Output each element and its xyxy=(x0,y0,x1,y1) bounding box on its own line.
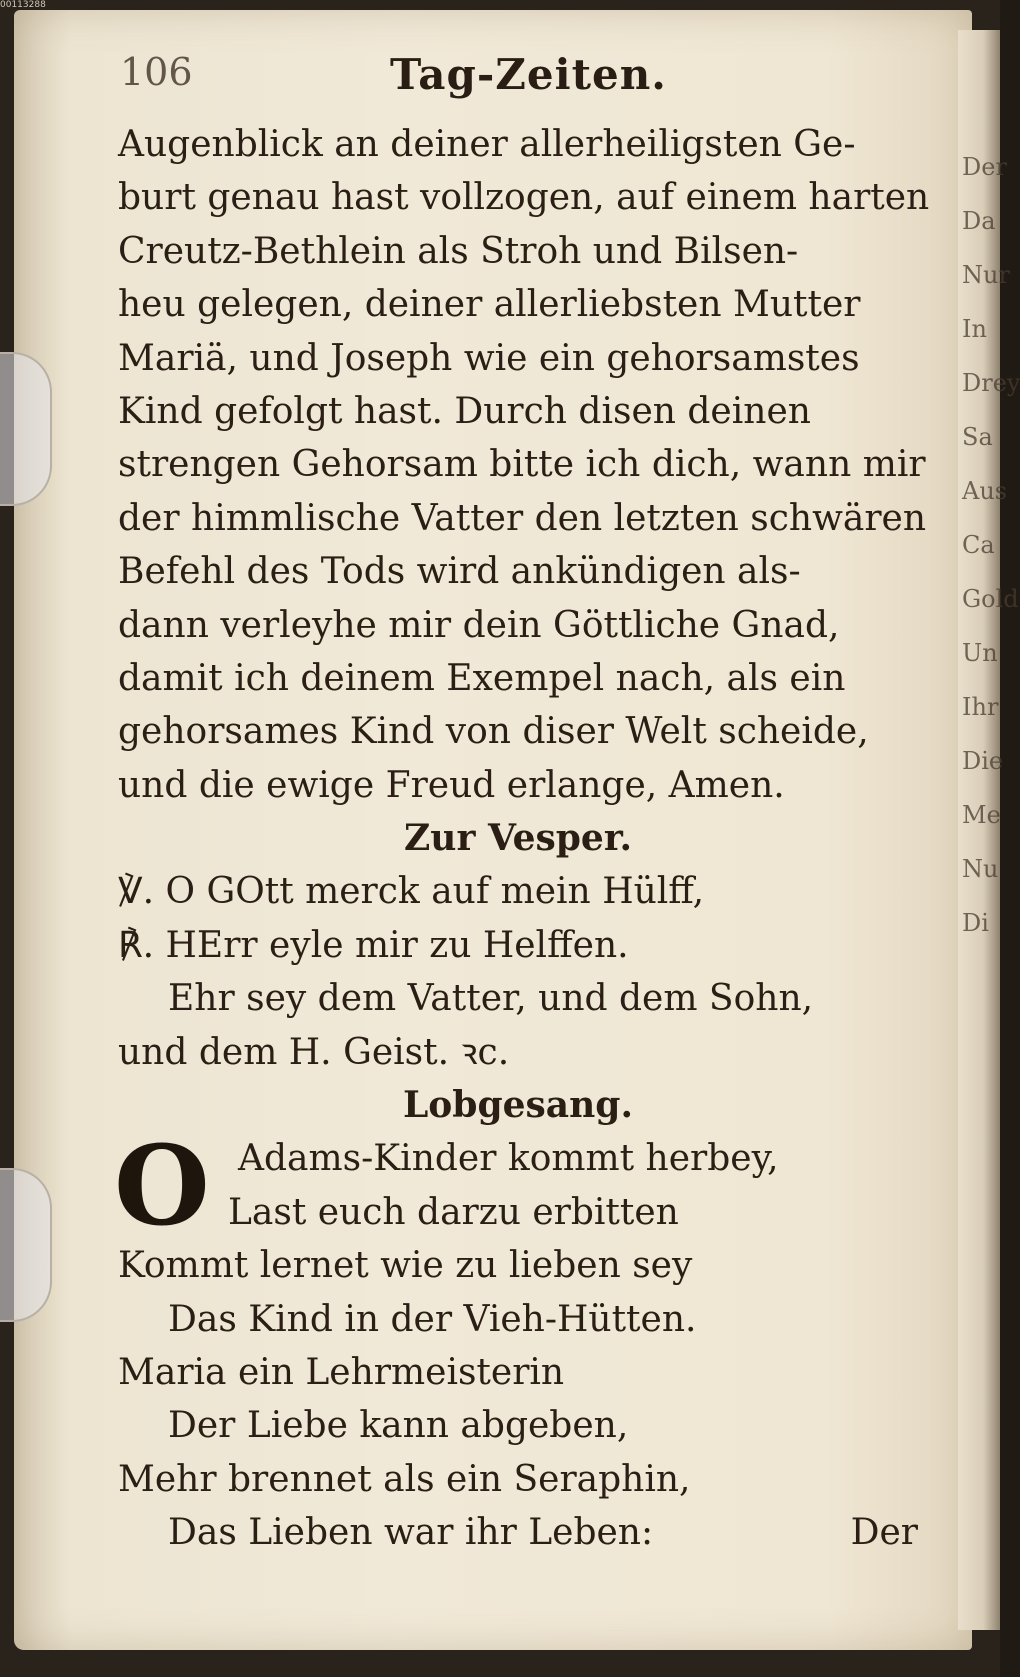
body-line: Augenblick an deiner allerheiligsten Ge- xyxy=(118,124,856,165)
hymn-dropcap: O xyxy=(114,1121,210,1251)
hymn-line: Der Liebe kann abgeben, xyxy=(168,1405,629,1447)
hymn-last-line xyxy=(118,1506,918,1559)
bookmark-tab-lower xyxy=(0,1168,52,1322)
catchword: Der xyxy=(850,1512,918,1554)
hymn-line: Adams-Kinder kommt herbey, xyxy=(238,1138,779,1180)
body-line: damit ich deinem Exempel nach, als ein xyxy=(118,657,846,699)
body-line: der himmlische Vatter den letzten schwären xyxy=(118,497,927,539)
hymn-line: Kommt lernet wie zu lieben sey xyxy=(118,1245,693,1287)
body-line: gehorsames Kind von diser Welt scheide, xyxy=(118,711,869,753)
page-text xyxy=(114,118,930,1560)
hymn-opening xyxy=(114,1121,918,1251)
vespers-heading: Zur Vesper. xyxy=(403,817,633,860)
response-line: ℟. HErr eyle mir zu Helffen. xyxy=(118,924,629,966)
doxology-line: und dem H. Geist. ꝛc. xyxy=(118,1031,510,1073)
body-line: dann verleyhe mir dein Göttliche Gnad, xyxy=(118,604,840,646)
facing-page-fragments: Der Da Nur In Drey Sa Aus Ca Gold Un Ihr Die Me Nu Di xyxy=(962,153,1020,937)
hymn-line: Das Kind in der Vieh-Hütten. xyxy=(168,1298,697,1340)
page-header xyxy=(120,50,920,110)
hymn-heading: Lobgesang. xyxy=(402,1084,634,1127)
body-line: burt genau hast vollzogen, auf einem harten xyxy=(118,177,930,219)
body-line: und die ewige Freud erlange, Amen. xyxy=(118,764,785,806)
hymn-line: Last euch darzu erbitten xyxy=(228,1191,679,1233)
body-line: heu gelegen, deiner allerliebsten Mutter xyxy=(118,284,861,326)
body-line: Mariä, und Joseph wie ein gehorsamstes xyxy=(118,337,860,379)
running-head: Tag-Zeiten. xyxy=(390,50,667,99)
hymn-line: Maria ein Lehrmeisterin xyxy=(118,1351,565,1393)
hymn-line: Mehr brennet als ein Seraphin, xyxy=(118,1458,691,1500)
doxology-line: Ehr sey dem Vatter, und dem Sohn, xyxy=(168,978,814,1020)
body-line: strengen Gehorsam bitte ich dich, wann mir xyxy=(118,444,926,486)
hymn-line: Das Lieben war ihr Leben: xyxy=(168,1512,654,1554)
body-line: Creutz-Bethlein als Stroh und Bilsen- xyxy=(118,230,799,272)
facing-page-edge xyxy=(958,30,1020,1630)
body-line: Befehl des Tods wird ankündigen als- xyxy=(118,551,801,593)
bookmark-tab-upper xyxy=(0,352,52,506)
versicle-line: ℣. O GOtt merck auf mein Hülff, xyxy=(118,871,705,913)
page-number: 106 xyxy=(120,50,193,94)
scan-id-strip: 00113288 xyxy=(0,0,46,10)
body-line: Kind gefolgt hast. Durch disen deinen xyxy=(118,390,811,432)
